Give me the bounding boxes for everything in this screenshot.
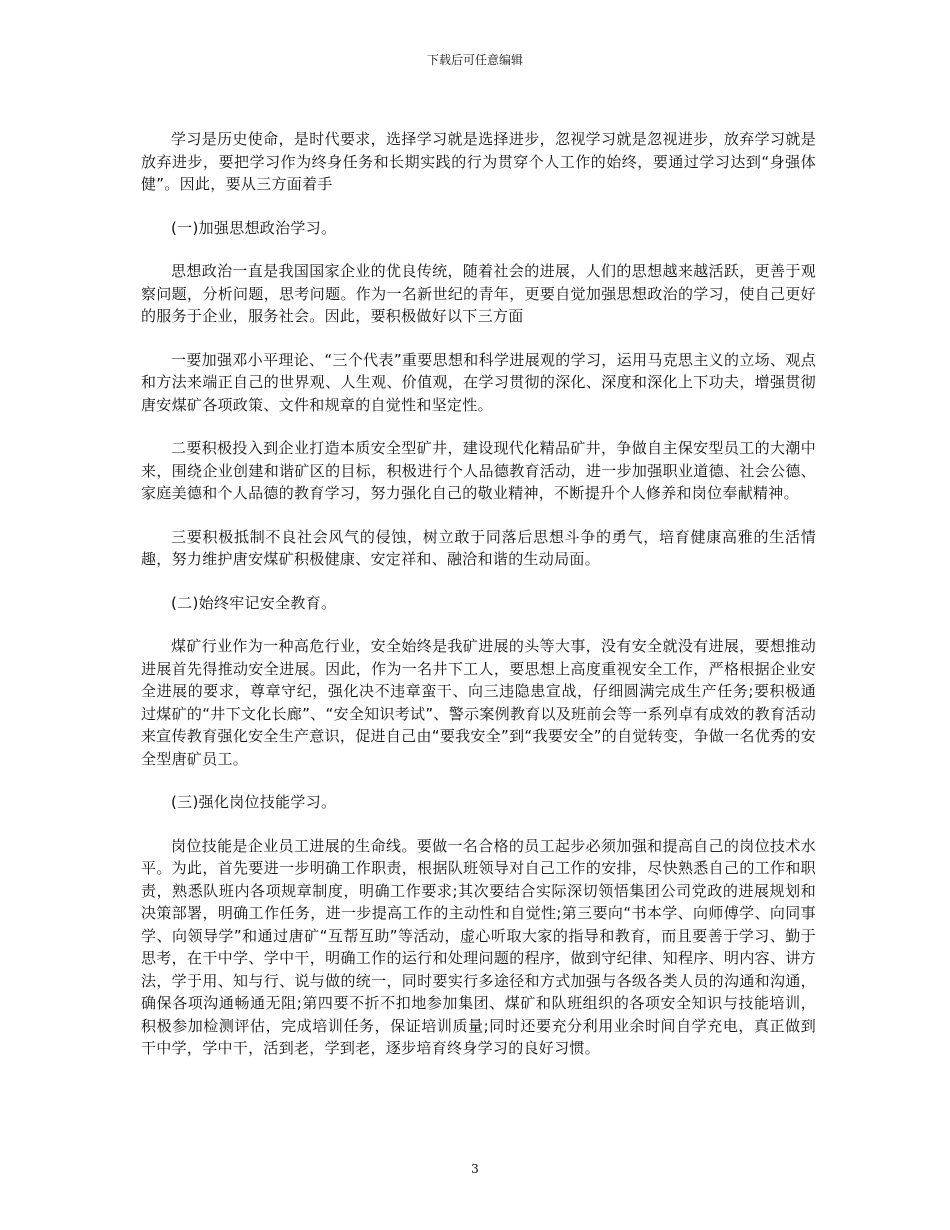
section-1-paragraph-3: 二要积极投入到企业打造本质安全型矿井，建设现代化精品矿井，争做自主保安型员工的大潮中来，围绕企业创建和谐矿区的目标，积极进行个人品德教育活动，进一步加强职业道德、社会公德、家庭美德和个人品德的教育学习，努力强化自己的敬业精神，不断提升个人修养和岗位奉献精神。 [141,439,816,502]
section-2-paragraph-1: 煤矿行业作为一种高危行业，安全始终是我矿进展的头等大事，没有安全就没有进展，要想推动进展首先得推动安全进展。因此，作为一名井下工人，要思想上高度重视安全工作，严格根据企业安全进展的要求，尊章守纪，强化决不违章蛮干、向三违隐患宣战，仔细圆满完成生产任务;要积极通过煤矿的“井下文化长廊”、“安全知识考试”、警示案例教育以及班前会等一系列卓有成效的教育活动来宣传教育强化安全生产意识，促进自己由“要我安全”到“我要安全”的自觉转变，争做一名优秀的安全型唐矿员工。 [141,637,816,768]
section-1-paragraph-4: 三要积极抵制不良社会风气的侵蚀，树立敢于同落后思想斗争的勇气，培育健康高雅的生活情趣，努力维护唐安煤矿积极健康、安定祥和、融洽和谐的生动局面。 [141,527,816,568]
section-1-paragraph-2: 一要加强邓小平理论、“三个代表”重要思想和科学进展观的学习，运用马克思主义的立场、观点和方法来端正自己的世界观、人生观、价值观，在学习贯彻的深化、深度和深化上下功夫，增强贯彻唐安煤矿各项政策、文件和规章的自觉性和坚定性。 [141,350,816,414]
page-number: 3 [471,1162,479,1176]
section-1-paragraph-1: 思想政治一直是我国国家企业的优良传统，随着社会的进展，人们的思想越来越活跃，更善于观察问题，分析问题，思考问题。作为一名新世纪的青年，更要自觉加强思想政治的学习，使自己更好的服务于企业，服务社会。因此，要积极做好以下三方面 [141,262,816,325]
intro-paragraph: 学习是历史使命，是时代要求，选择学习就是选择进步，忽视学习就是忽视进步，放弃学习就是放弃进步，要把学习作为终身任务和长期实践的行为贯穿个人工作的始终，要通过学习达到“身强体健”。因此，要从三方面着手 [141,130,816,193]
section-heading-2: (二)始终牢记安全教育。 [171,593,337,612]
page-header: 下载后可任意编辑 [426,53,523,67]
section-heading-1: (一)加强思想政治学习。 [171,218,337,237]
document-body [141,128,816,1081]
section-3-paragraph-1: 岗位技能是企业员工进展的生命线。要做一名合格的员工起步必须加强和提高自己的岗位技术水平。为此，首先要进一步明确工作职责，根据队班领导对自己工作的安排，尽快熟悉自己的工作和职责，熟悉队班内各项规章制度，明确工作要求;其次要结合实际深切领悟集团公司党政的进展规划和决策部署，明确工作任务，进一步提高工作的主动性和自觉性;第三要向“书本学、向师傅学、向同事学、向领导学”和通过唐矿“互帮互助”等活动，虚心听取大家的指导和教育，而且要善于学习、勤于思考，在干中学、学中干，明确工作的运行和处理问题的程序，做到守纪律、知程序、明内容、讲方法，学于用、知与行、说与做的统一，同时要实行多途径和方式加强与各级各类人员的沟通和沟通，确保各项沟通畅通无阻;第四要不折不扣地参加集团、煤矿和队班组织的各项安全知识与技能培训，积极参加检测评估，完成培训任务，保证培训质量;同时还要充分利用业余时间自学充电，真正做到干中学，学中干，活到老，学到老，逐步培育终身学习的良好习惯。 [141,836,816,1057]
section-heading-3: (三)强化岗位技能学习。 [171,793,337,811]
